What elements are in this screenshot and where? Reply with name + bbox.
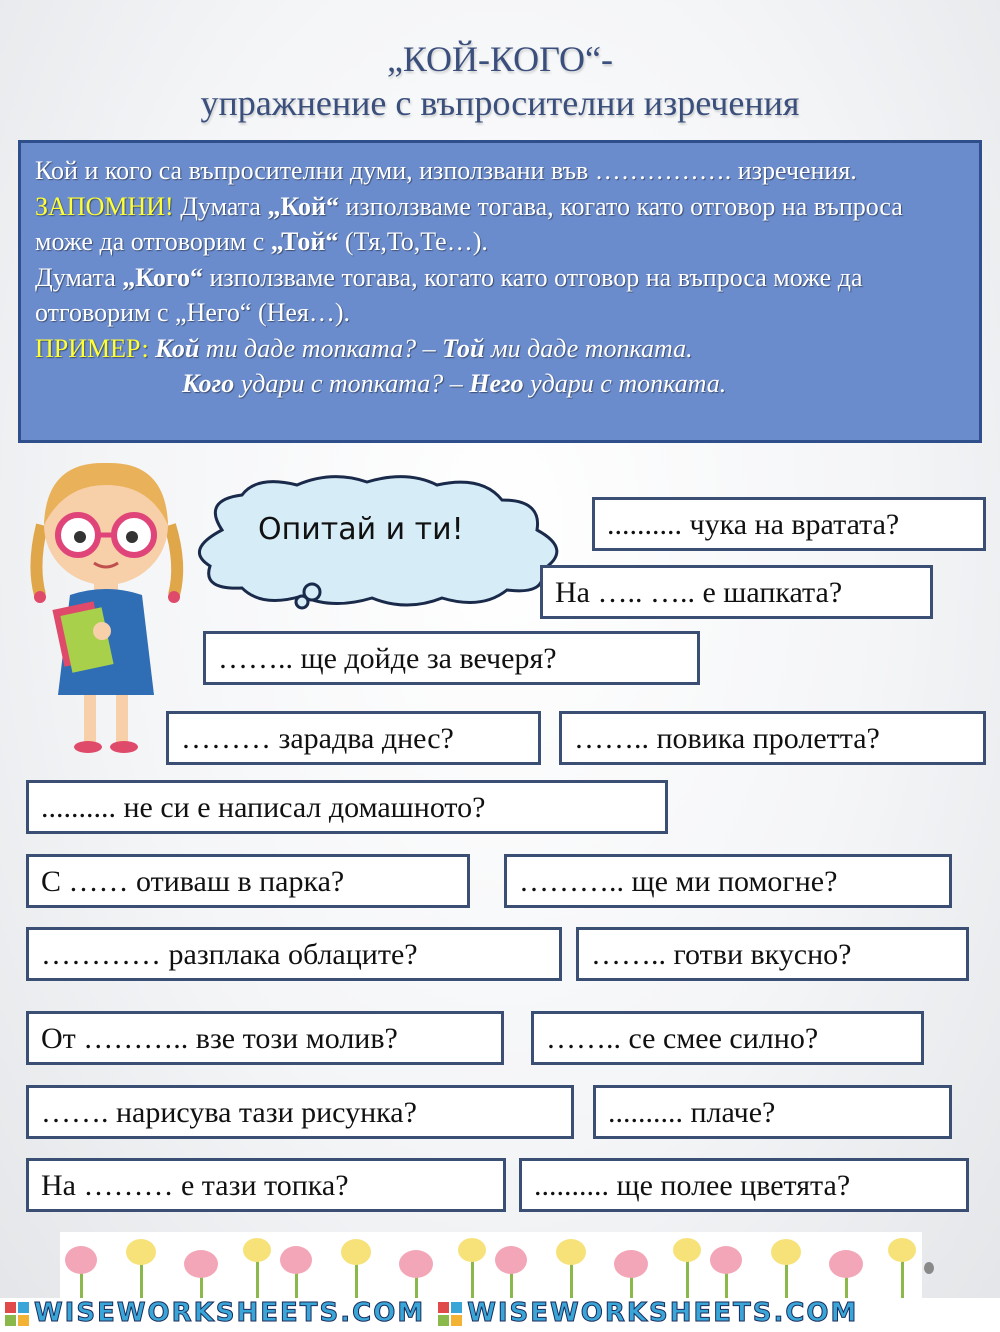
ex1-q-rest: ти даде топката? – [199,333,443,363]
brand-logo-icon [437,1301,463,1327]
rule1-post: (Тя,То,Те…). [338,227,488,256]
question-box[interactable]: ……… зарадва днес? [166,711,541,765]
rule-kogo [35,260,965,331]
info-panel [18,140,982,443]
question-box[interactable]: С …… отиваш в парка? [26,854,470,908]
brand-logo-icon [4,1301,30,1327]
question-box[interactable]: ……. нарисува тази рисунка? [26,1085,574,1139]
ex1-a-rest: ми даде топката. [484,333,693,363]
ex1-a-word: Той [442,333,485,363]
ex1-q-word: Кой [155,333,200,363]
footer-brand-1: WISEWORKSHEETS.COM [34,1298,426,1328]
tulip-border-decoration [60,1232,922,1298]
cloud-text: Опитай и ти! [258,512,464,547]
question-box[interactable]: .......... чука на вратата? [592,497,986,551]
ex2-q-rest: удари с топката? – [234,369,470,398]
page-title-line2: упражнение с въпросителни изречения [200,83,800,123]
question-box[interactable]: .......... ще полее цветята? [519,1158,969,1212]
question-box[interactable]: На ….. ….. е шапката? [540,565,933,619]
question-box[interactable]: …….. ще дойде за вечеря? [203,631,700,685]
question-box[interactable]: ………… разплака облаците? [26,927,562,981]
decorative-dot [924,1262,934,1274]
rule1-pre: Думата [173,191,268,221]
ex2-q-word: Кого [182,369,235,398]
ex2-a-word: Него [469,369,524,398]
footer-brand-2: WISEWORKSHEETS.COM [467,1298,859,1328]
ex2-a-rest: удари с топката. [523,369,727,398]
question-box[interactable]: .......... не си е написал домашното? [26,780,668,834]
question-box[interactable]: От ……….. взе този молив? [26,1011,504,1065]
rule2-word: „Кого“ [122,262,203,292]
rule2-pre: Думата [35,262,123,292]
question-box[interactable]: На ……… е тази топка? [26,1158,506,1212]
example-1 [35,331,965,367]
page-title-line1: „КОЙ-КОГО“- [386,39,614,79]
question-box[interactable]: …….. повика пролетта? [559,711,986,765]
rule-kой [35,189,965,260]
question-box[interactable]: .......... плаче? [593,1085,952,1139]
example-label: ПРИМЕР: [35,333,149,363]
rule1-mid: използваме тогава, когато като отговор на въпроса може да отговорим с [35,191,903,256]
rule2-post: използваме тогава, когато като отговор на въпроса може да отговорим с „Него“ (Нея…). [35,262,863,327]
example-2 [35,366,965,402]
remember-label: ЗАПОМНИ! [35,191,174,221]
intro-text: Кой и кого са въпросителни думи, използвани във ……………. изречения. [35,156,857,185]
question-box[interactable]: …….. се смее силно? [531,1011,924,1065]
rule1-word: „Кой“ [267,191,339,221]
rule1-answer: „Той“ [270,227,339,256]
question-box[interactable]: …….. готви вкусно? [576,927,969,981]
question-box[interactable]: ……….. ще ми помогне? [504,854,952,908]
footer-watermark [0,1298,1000,1332]
